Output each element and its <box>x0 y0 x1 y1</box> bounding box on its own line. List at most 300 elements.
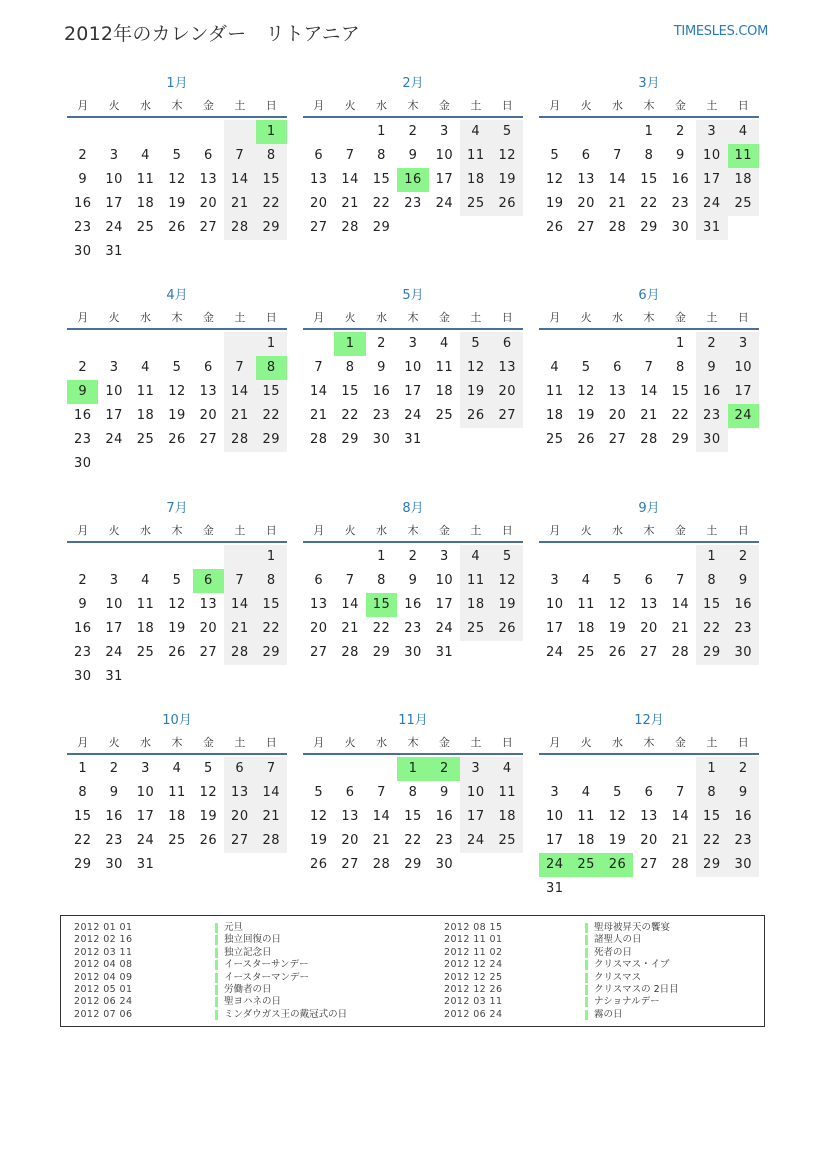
day-cell[interactable]: 16 <box>435 809 454 824</box>
day-cell[interactable]: 22 <box>640 196 658 211</box>
day-cell[interactable]: 8 <box>377 573 386 588</box>
day-cell[interactable]: 15 <box>256 168 287 192</box>
day-cell[interactable]: 1 <box>256 545 287 569</box>
day-cell[interactable]: 30 <box>696 428 727 452</box>
day-cell[interactable]: 21 <box>671 833 690 848</box>
day-cell[interactable]: 7 <box>377 785 386 800</box>
day-cell[interactable]: 2 <box>377 336 386 351</box>
day-cell[interactable]: 3 <box>460 757 491 781</box>
day-cell[interactable]: 13 <box>608 384 627 399</box>
day-cell[interactable]: 24 <box>105 645 123 660</box>
day-cell[interactable]: 10 <box>435 148 454 163</box>
day-cell[interactable]: 3 <box>440 549 449 564</box>
day-cell[interactable]: 10 <box>435 573 454 588</box>
day-cell[interactable]: 29 <box>372 220 391 235</box>
day-cell[interactable]: 31 <box>105 669 123 684</box>
day-cell[interactable]: 1 <box>696 757 727 781</box>
day-cell[interactable]: 22 <box>73 833 92 848</box>
day-cell[interactable]: 5 <box>613 573 622 588</box>
holiday-day-cell[interactable]: 15 <box>366 593 397 617</box>
day-cell[interactable]: 17 <box>136 809 155 824</box>
day-cell[interactable]: 19 <box>577 408 595 423</box>
day-cell[interactable]: 13 <box>640 809 658 824</box>
day-cell[interactable]: 8 <box>256 144 287 168</box>
day-cell[interactable]: 14 <box>640 384 658 399</box>
day-cell[interactable]: 21 <box>608 196 627 211</box>
day-cell[interactable]: 2 <box>78 573 88 588</box>
day-cell[interactable]: 8 <box>78 785 88 800</box>
day-cell[interactable]: 12 <box>199 785 218 800</box>
day-cell[interactable]: 8 <box>696 781 727 805</box>
day-cell[interactable]: 26 <box>168 220 186 235</box>
day-cell[interactable]: 21 <box>372 833 391 848</box>
day-cell[interactable]: 17 <box>404 384 422 399</box>
day-cell[interactable]: 3 <box>550 573 560 588</box>
day-cell[interactable]: 10 <box>545 597 564 612</box>
day-cell[interactable]: 27 <box>199 220 218 235</box>
day-cell[interactable]: 28 <box>224 216 255 240</box>
day-cell[interactable]: 6 <box>314 573 324 588</box>
day-cell[interactable]: 2 <box>109 761 119 776</box>
day-cell[interactable]: 29 <box>696 853 727 877</box>
day-cell[interactable]: 17 <box>105 408 123 423</box>
day-cell[interactable]: 26 <box>545 220 564 235</box>
day-cell[interactable]: 12 <box>460 356 491 380</box>
day-cell[interactable]: 21 <box>671 621 690 636</box>
day-cell[interactable]: 22 <box>372 196 391 211</box>
day-cell[interactable]: 25 <box>435 408 454 423</box>
day-cell[interactable]: 19 <box>168 621 186 636</box>
day-cell[interactable]: 30 <box>671 220 690 235</box>
day-cell[interactable]: 5 <box>172 573 182 588</box>
day-cell[interactable]: 1 <box>676 336 685 351</box>
day-cell[interactable]: 30 <box>404 645 422 660</box>
day-cell[interactable]: 20 <box>341 833 359 848</box>
day-cell[interactable]: 7 <box>345 573 355 588</box>
day-cell[interactable]: 22 <box>696 617 727 641</box>
day-cell[interactable]: 27 <box>309 220 328 235</box>
day-cell[interactable]: 18 <box>577 833 595 848</box>
day-cell[interactable]: 8 <box>676 360 685 375</box>
day-cell[interactable]: 19 <box>608 621 627 636</box>
day-cell[interactable]: 30 <box>73 456 92 471</box>
day-cell[interactable]: 4 <box>728 120 759 144</box>
day-cell[interactable]: 26 <box>492 192 523 216</box>
day-cell[interactable]: 27 <box>309 645 328 660</box>
day-cell[interactable]: 1 <box>256 332 287 356</box>
day-cell[interactable]: 2 <box>728 757 759 781</box>
day-cell[interactable]: 17 <box>545 621 564 636</box>
day-cell[interactable]: 12 <box>492 144 523 168</box>
day-cell[interactable]: 12 <box>545 172 564 187</box>
day-cell[interactable]: 9 <box>676 148 685 163</box>
day-cell[interactable]: 20 <box>309 621 328 636</box>
day-cell[interactable]: 7 <box>314 360 324 375</box>
day-cell[interactable]: 23 <box>435 833 454 848</box>
day-cell[interactable]: 31 <box>696 216 727 240</box>
holiday-day-cell[interactable]: 1 <box>334 332 365 356</box>
day-cell[interactable]: 24 <box>105 432 123 447</box>
day-cell[interactable]: 11 <box>460 569 491 593</box>
day-cell[interactable]: 16 <box>671 172 690 187</box>
day-cell[interactable]: 15 <box>640 172 658 187</box>
day-cell[interactable]: 25 <box>492 829 523 853</box>
day-cell[interactable]: 3 <box>109 148 119 163</box>
day-cell[interactable]: 20 <box>577 196 595 211</box>
day-cell[interactable]: 15 <box>256 593 287 617</box>
day-cell[interactable]: 13 <box>640 597 658 612</box>
day-cell[interactable]: 8 <box>696 569 727 593</box>
day-cell[interactable]: 19 <box>545 196 564 211</box>
day-cell[interactable]: 6 <box>644 785 654 800</box>
day-cell[interactable]: 25 <box>168 833 186 848</box>
day-cell[interactable]: 30 <box>435 857 454 872</box>
day-cell[interactable]: 23 <box>671 196 690 211</box>
day-cell[interactable]: 13 <box>199 384 218 399</box>
day-cell[interactable]: 10 <box>105 597 123 612</box>
day-cell[interactable]: 29 <box>256 216 287 240</box>
day-cell[interactable]: 28 <box>671 645 690 660</box>
day-cell[interactable]: 13 <box>309 597 328 612</box>
day-cell[interactable]: 4 <box>460 545 491 569</box>
day-cell[interactable]: 29 <box>696 641 727 665</box>
day-cell[interactable]: 18 <box>460 168 491 192</box>
day-cell[interactable]: 17 <box>105 621 123 636</box>
day-cell[interactable]: 11 <box>435 360 454 375</box>
day-cell[interactable]: 16 <box>105 809 123 824</box>
day-cell[interactable]: 10 <box>460 781 491 805</box>
day-cell[interactable]: 15 <box>341 384 359 399</box>
day-cell[interactable]: 16 <box>73 621 92 636</box>
day-cell[interactable]: 6 <box>314 148 324 163</box>
day-cell[interactable]: 23 <box>728 829 759 853</box>
day-cell[interactable]: 27 <box>224 829 255 853</box>
day-cell[interactable]: 26 <box>168 432 186 447</box>
day-cell[interactable]: 10 <box>728 356 759 380</box>
day-cell[interactable]: 19 <box>168 196 186 211</box>
day-cell[interactable]: 22 <box>671 408 690 423</box>
day-cell[interactable]: 7 <box>676 573 685 588</box>
day-cell[interactable]: 19 <box>492 593 523 617</box>
day-cell[interactable]: 13 <box>577 172 595 187</box>
day-cell[interactable]: 9 <box>728 781 759 805</box>
day-cell[interactable]: 27 <box>199 645 218 660</box>
day-cell[interactable]: 1 <box>644 124 654 139</box>
day-cell[interactable]: 9 <box>728 569 759 593</box>
day-cell[interactable]: 30 <box>73 244 92 259</box>
brand-logo[interactable]: TIMESLES.COM <box>673 24 768 39</box>
day-cell[interactable]: 20 <box>640 621 658 636</box>
day-cell[interactable]: 17 <box>696 168 727 192</box>
day-cell[interactable]: 8 <box>345 360 355 375</box>
day-cell[interactable]: 5 <box>172 148 182 163</box>
day-cell[interactable]: 1 <box>377 549 386 564</box>
day-cell[interactable]: 23 <box>404 196 422 211</box>
day-cell[interactable]: 10 <box>696 144 727 168</box>
day-cell[interactable]: 13 <box>224 781 255 805</box>
day-cell[interactable]: 16 <box>73 408 92 423</box>
day-cell[interactable]: 22 <box>372 621 391 636</box>
day-cell[interactable]: 19 <box>309 833 328 848</box>
day-cell[interactable]: 29 <box>640 220 658 235</box>
day-cell[interactable]: 13 <box>341 809 359 824</box>
day-cell[interactable]: 25 <box>577 645 595 660</box>
day-cell[interactable]: 12 <box>168 384 186 399</box>
day-cell[interactable]: 15 <box>372 172 391 187</box>
day-cell[interactable]: 7 <box>676 785 685 800</box>
day-cell[interactable]: 17 <box>435 597 454 612</box>
day-cell[interactable]: 12 <box>168 597 186 612</box>
day-cell[interactable]: 29 <box>404 857 422 872</box>
day-cell[interactable]: 24 <box>435 621 454 636</box>
day-cell[interactable]: 16 <box>73 196 92 211</box>
day-cell[interactable]: 3 <box>109 360 119 375</box>
day-cell[interactable]: 31 <box>545 881 564 896</box>
day-cell[interactable]: 15 <box>73 809 92 824</box>
day-cell[interactable]: 31 <box>105 244 123 259</box>
day-cell[interactable]: 27 <box>640 645 658 660</box>
day-cell[interactable]: 12 <box>309 809 328 824</box>
day-cell[interactable]: 23 <box>73 432 92 447</box>
day-cell[interactable]: 21 <box>256 805 287 829</box>
day-cell[interactable]: 23 <box>73 645 92 660</box>
holiday-day-cell[interactable]: 2 <box>429 757 460 781</box>
day-cell[interactable]: 27 <box>492 404 523 428</box>
day-cell[interactable]: 6 <box>224 757 255 781</box>
day-cell[interactable]: 4 <box>492 757 523 781</box>
holiday-day-cell[interactable]: 8 <box>256 356 287 380</box>
day-cell[interactable]: 4 <box>141 360 150 375</box>
day-cell[interactable]: 14 <box>224 380 255 404</box>
day-cell[interactable]: 21 <box>309 408 328 423</box>
day-cell[interactable]: 9 <box>696 356 727 380</box>
day-cell[interactable]: 26 <box>309 857 328 872</box>
day-cell[interactable]: 7 <box>613 148 622 163</box>
day-cell[interactable]: 7 <box>345 148 355 163</box>
day-cell[interactable]: 18 <box>545 408 564 423</box>
holiday-day-cell[interactable]: 25 <box>570 853 601 877</box>
day-cell[interactable]: 3 <box>440 124 449 139</box>
day-cell[interactable]: 11 <box>577 809 595 824</box>
day-cell[interactable]: 26 <box>492 617 523 641</box>
day-cell[interactable]: 11 <box>136 384 155 399</box>
day-cell[interactable]: 10 <box>545 809 564 824</box>
day-cell[interactable]: 21 <box>341 196 359 211</box>
day-cell[interactable]: 17 <box>460 805 491 829</box>
day-cell[interactable]: 28 <box>640 432 658 447</box>
day-cell[interactable]: 18 <box>136 408 155 423</box>
day-cell[interactable]: 24 <box>404 408 422 423</box>
day-cell[interactable]: 11 <box>460 144 491 168</box>
day-cell[interactable]: 29 <box>256 641 287 665</box>
day-cell[interactable]: 15 <box>404 809 422 824</box>
day-cell[interactable]: 24 <box>136 833 155 848</box>
day-cell[interactable]: 8 <box>408 785 418 800</box>
day-cell[interactable]: 4 <box>581 785 591 800</box>
day-cell[interactable]: 20 <box>640 833 658 848</box>
day-cell[interactable]: 8 <box>377 148 386 163</box>
day-cell[interactable]: 17 <box>728 380 759 404</box>
day-cell[interactable]: 28 <box>224 428 255 452</box>
day-cell[interactable]: 2 <box>408 549 418 564</box>
day-cell[interactable]: 29 <box>256 428 287 452</box>
day-cell[interactable]: 27 <box>199 432 218 447</box>
day-cell[interactable]: 29 <box>372 645 391 660</box>
day-cell[interactable]: 20 <box>199 408 218 423</box>
day-cell[interactable]: 2 <box>676 124 685 139</box>
day-cell[interactable]: 14 <box>224 168 255 192</box>
day-cell[interactable]: 12 <box>608 597 627 612</box>
day-cell[interactable]: 18 <box>136 196 155 211</box>
day-cell[interactable]: 4 <box>141 573 150 588</box>
day-cell[interactable]: 28 <box>309 432 328 447</box>
day-cell[interactable]: 6 <box>644 573 654 588</box>
day-cell[interactable]: 7 <box>256 757 287 781</box>
day-cell[interactable]: 7 <box>224 356 255 380</box>
day-cell[interactable]: 19 <box>168 408 186 423</box>
day-cell[interactable]: 19 <box>460 380 491 404</box>
day-cell[interactable]: 25 <box>136 645 155 660</box>
day-cell[interactable]: 22 <box>256 617 287 641</box>
day-cell[interactable]: 17 <box>545 833 564 848</box>
day-cell[interactable]: 9 <box>78 172 88 187</box>
day-cell[interactable]: 19 <box>199 809 218 824</box>
day-cell[interactable]: 14 <box>671 809 690 824</box>
day-cell[interactable]: 18 <box>492 805 523 829</box>
day-cell[interactable]: 16 <box>404 597 422 612</box>
day-cell[interactable]: 28 <box>671 857 690 872</box>
day-cell[interactable]: 6 <box>345 785 355 800</box>
day-cell[interactable]: 9 <box>109 785 119 800</box>
day-cell[interactable]: 26 <box>460 404 491 428</box>
day-cell[interactable]: 23 <box>728 617 759 641</box>
day-cell[interactable]: 22 <box>696 829 727 853</box>
day-cell[interactable]: 24 <box>545 645 564 660</box>
day-cell[interactable]: 21 <box>341 621 359 636</box>
day-cell[interactable]: 4 <box>550 360 560 375</box>
day-cell[interactable]: 2 <box>408 124 418 139</box>
day-cell[interactable]: 27 <box>341 857 359 872</box>
day-cell[interactable]: 3 <box>408 336 418 351</box>
day-cell[interactable]: 9 <box>377 360 386 375</box>
day-cell[interactable]: 25 <box>460 192 491 216</box>
day-cell[interactable]: 28 <box>341 220 359 235</box>
day-cell[interactable]: 4 <box>460 120 491 144</box>
day-cell[interactable]: 29 <box>671 432 690 447</box>
day-cell[interactable]: 21 <box>224 192 255 216</box>
day-cell[interactable]: 23 <box>696 404 727 428</box>
day-cell[interactable]: 26 <box>577 432 595 447</box>
day-cell[interactable]: 11 <box>136 172 155 187</box>
holiday-day-cell[interactable]: 16 <box>397 168 428 192</box>
day-cell[interactable]: 28 <box>341 645 359 660</box>
day-cell[interactable]: 21 <box>224 617 255 641</box>
day-cell[interactable]: 23 <box>105 833 123 848</box>
day-cell[interactable]: 25 <box>728 192 759 216</box>
day-cell[interactable]: 30 <box>728 853 759 877</box>
day-cell[interactable]: 6 <box>492 332 523 356</box>
day-cell[interactable]: 14 <box>256 781 287 805</box>
day-cell[interactable]: 12 <box>492 569 523 593</box>
day-cell[interactable]: 29 <box>341 432 359 447</box>
day-cell[interactable]: 20 <box>199 621 218 636</box>
day-cell[interactable]: 30 <box>372 432 391 447</box>
day-cell[interactable]: 24 <box>105 220 123 235</box>
day-cell[interactable]: 15 <box>696 593 727 617</box>
day-cell[interactable]: 3 <box>141 761 150 776</box>
day-cell[interactable]: 9 <box>440 785 449 800</box>
holiday-day-cell[interactable]: 26 <box>602 853 633 877</box>
day-cell[interactable]: 14 <box>608 172 627 187</box>
day-cell[interactable]: 7 <box>224 569 255 593</box>
day-cell[interactable]: 23 <box>73 220 92 235</box>
day-cell[interactable]: 14 <box>309 384 328 399</box>
day-cell[interactable]: 18 <box>136 621 155 636</box>
day-cell[interactable]: 30 <box>73 669 92 684</box>
day-cell[interactable]: 18 <box>577 621 595 636</box>
day-cell[interactable]: 30 <box>728 641 759 665</box>
day-cell[interactable]: 14 <box>224 593 255 617</box>
day-cell[interactable]: 9 <box>408 573 418 588</box>
day-cell[interactable]: 2 <box>696 332 727 356</box>
day-cell[interactable]: 9 <box>78 597 88 612</box>
day-cell[interactable]: 6 <box>204 360 213 375</box>
day-cell[interactable]: 28 <box>224 641 255 665</box>
day-cell[interactable]: 28 <box>608 220 627 235</box>
day-cell[interactable]: 8 <box>256 569 287 593</box>
day-cell[interactable]: 5 <box>613 785 622 800</box>
day-cell[interactable]: 25 <box>136 220 155 235</box>
holiday-day-cell[interactable]: 24 <box>539 853 570 877</box>
day-cell[interactable]: 4 <box>172 761 182 776</box>
day-cell[interactable]: 31 <box>136 857 155 872</box>
day-cell[interactable]: 2 <box>78 148 88 163</box>
day-cell[interactable]: 21 <box>640 408 658 423</box>
holiday-day-cell[interactable]: 6 <box>193 569 224 593</box>
day-cell[interactable]: 14 <box>671 597 690 612</box>
day-cell[interactable]: 22 <box>256 404 287 428</box>
day-cell[interactable]: 5 <box>314 785 324 800</box>
day-cell[interactable]: 3 <box>696 120 727 144</box>
day-cell[interactable]: 3 <box>728 332 759 356</box>
day-cell[interactable]: 24 <box>435 196 454 211</box>
day-cell[interactable]: 4 <box>581 573 591 588</box>
holiday-day-cell[interactable]: 1 <box>256 120 287 144</box>
day-cell[interactable]: 15 <box>256 380 287 404</box>
day-cell[interactable]: 21 <box>224 404 255 428</box>
day-cell[interactable]: 6 <box>581 148 591 163</box>
day-cell[interactable]: 6 <box>204 148 213 163</box>
day-cell[interactable]: 11 <box>136 597 155 612</box>
day-cell[interactable]: 11 <box>168 785 186 800</box>
day-cell[interactable]: 10 <box>136 785 155 800</box>
day-cell[interactable]: 2 <box>728 545 759 569</box>
day-cell[interactable]: 4 <box>141 148 150 163</box>
day-cell[interactable]: 26 <box>608 645 627 660</box>
day-cell[interactable]: 28 <box>372 857 391 872</box>
day-cell[interactable]: 29 <box>73 857 92 872</box>
day-cell[interactable]: 31 <box>404 432 422 447</box>
day-cell[interactable]: 8 <box>644 148 654 163</box>
day-cell[interactable]: 16 <box>696 380 727 404</box>
day-cell[interactable]: 14 <box>341 597 359 612</box>
day-cell[interactable]: 12 <box>608 809 627 824</box>
day-cell[interactable]: 13 <box>199 597 218 612</box>
day-cell[interactable]: 17 <box>435 172 454 187</box>
day-cell[interactable]: 16 <box>728 593 759 617</box>
day-cell[interactable]: 5 <box>581 360 591 375</box>
day-cell[interactable]: 26 <box>168 645 186 660</box>
